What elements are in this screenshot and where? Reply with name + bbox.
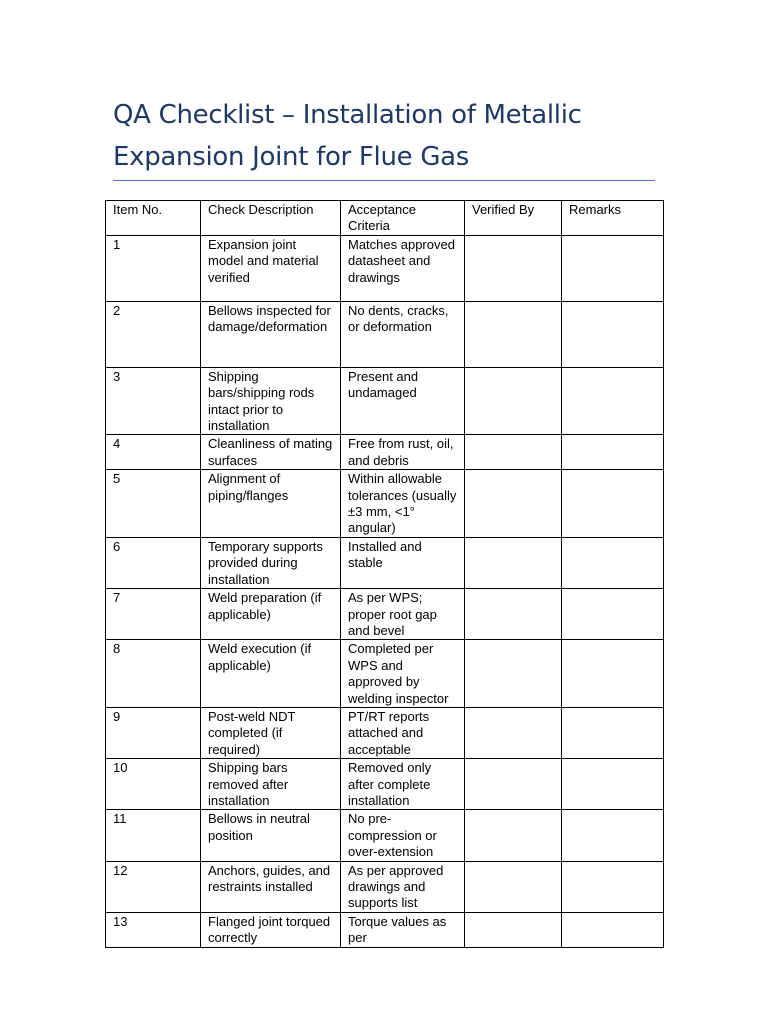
remarks-cell[interactable] (562, 589, 664, 640)
remarks-cell[interactable] (562, 810, 664, 861)
table-row (106, 861, 664, 912)
verified-by-cell[interactable] (465, 537, 562, 588)
remarks-cell[interactable] (562, 640, 664, 708)
acceptance-criteria-cell: No dents, cracks, or deformation (341, 301, 465, 367)
acceptance-criteria-cell: Torque values as per (341, 912, 465, 947)
acceptance-criteria-cell: Within allowable tolerances (usually ±3 mm, <1° angular) (341, 470, 465, 538)
verified-by-cell[interactable] (465, 367, 562, 435)
check-description-cell: Post-weld NDT completed (if required) (201, 707, 341, 758)
remarks-cell[interactable] (562, 435, 664, 470)
item-number-cell: 7 (106, 589, 201, 640)
check-description-cell: Bellows inspected for damage/deformation (201, 301, 341, 367)
item-number-cell: 10 (106, 759, 201, 810)
table-row (106, 707, 664, 758)
item-number-cell: 9 (106, 707, 201, 758)
item-number-cell: 4 (106, 435, 201, 470)
acceptance-criteria-cell: Matches approved datasheet and drawings (341, 235, 465, 301)
table-row (106, 759, 664, 810)
check-description-cell: Alignment of piping/flanges (201, 470, 341, 538)
check-description-cell: Cleanliness of mating surfaces (201, 435, 341, 470)
acceptance-criteria-cell: As per WPS; proper root gap and bevel (341, 589, 465, 640)
verified-by-cell[interactable] (465, 301, 562, 367)
acceptance-criteria-cell: PT/RT reports attached and acceptable (341, 707, 465, 758)
table-row (106, 470, 664, 538)
header-verified-by: Verified By (465, 201, 562, 236)
table-row (106, 301, 664, 367)
verified-by-cell[interactable] (465, 810, 562, 861)
table-row (106, 810, 664, 861)
verified-by-cell[interactable] (465, 759, 562, 810)
table-header-row (106, 201, 664, 236)
check-description-cell: Weld execution (if applicable) (201, 640, 341, 708)
verified-by-cell[interactable] (465, 640, 562, 708)
item-number-cell: 2 (106, 301, 201, 367)
remarks-cell[interactable] (562, 235, 664, 301)
item-number-cell: 12 (106, 861, 201, 912)
table-row (106, 537, 664, 588)
check-description-cell: Shipping bars removed after installation (201, 759, 341, 810)
acceptance-criteria-cell: No pre-compression or over-extension (341, 810, 465, 861)
item-number-cell: 1 (106, 235, 201, 301)
item-number-cell: 13 (106, 912, 201, 947)
acceptance-criteria-cell: As per approved drawings and supports list (341, 861, 465, 912)
check-description-cell: Shipping bars/shipping rods intact prior to installation (201, 367, 341, 435)
remarks-cell[interactable] (562, 367, 664, 435)
remarks-cell[interactable] (562, 759, 664, 810)
verified-by-cell[interactable] (465, 861, 562, 912)
verified-by-cell[interactable] (465, 912, 562, 947)
acceptance-criteria-cell: Installed and stable (341, 537, 465, 588)
item-number-cell: 6 (106, 537, 201, 588)
item-number-cell: 5 (106, 470, 201, 538)
header-check-description: Check Description (201, 201, 341, 236)
remarks-cell[interactable] (562, 861, 664, 912)
check-description-cell: Temporary supports provided during installation (201, 537, 341, 588)
verified-by-cell[interactable] (465, 589, 562, 640)
check-description-cell: Anchors, guides, and restraints installed (201, 861, 341, 912)
item-number-cell: 11 (106, 810, 201, 861)
check-description-cell: Bellows in neutral position (201, 810, 341, 861)
header-remarks: Remarks (562, 201, 664, 236)
acceptance-criteria-cell: Free from rust, oil, and debris (341, 435, 465, 470)
verified-by-cell[interactable] (465, 707, 562, 758)
table-row (106, 435, 664, 470)
item-number-cell: 8 (106, 640, 201, 708)
table-row (106, 589, 664, 640)
table-row (106, 640, 664, 708)
qa-checklist-table (105, 200, 664, 948)
header-item-no: Item No. (106, 201, 201, 236)
verified-by-cell[interactable] (465, 435, 562, 470)
verified-by-cell[interactable] (465, 235, 562, 301)
title-underline (113, 180, 655, 181)
table-row (106, 367, 664, 435)
remarks-cell[interactable] (562, 470, 664, 538)
header-acceptance-criteria: Acceptance Criteria (341, 201, 465, 236)
table-row (106, 912, 664, 947)
remarks-cell[interactable] (562, 301, 664, 367)
document-title: QA Checklist – Installation of Metallic Expansion Joint for Flue Gas (113, 100, 582, 172)
table-row (106, 235, 664, 301)
acceptance-criteria-cell: Removed only after complete installation (341, 759, 465, 810)
check-description-cell: Expansion joint model and material verified (201, 235, 341, 301)
remarks-cell[interactable] (562, 707, 664, 758)
check-description-cell: Weld preparation (if applicable) (201, 589, 341, 640)
item-number-cell: 3 (106, 367, 201, 435)
verified-by-cell[interactable] (465, 470, 562, 538)
remarks-cell[interactable] (562, 912, 664, 947)
check-description-cell: Flanged joint torqued correctly (201, 912, 341, 947)
remarks-cell[interactable] (562, 537, 664, 588)
acceptance-criteria-cell: Present and undamaged (341, 367, 465, 435)
acceptance-criteria-cell: Completed per WPS and approved by welding inspector (341, 640, 465, 708)
